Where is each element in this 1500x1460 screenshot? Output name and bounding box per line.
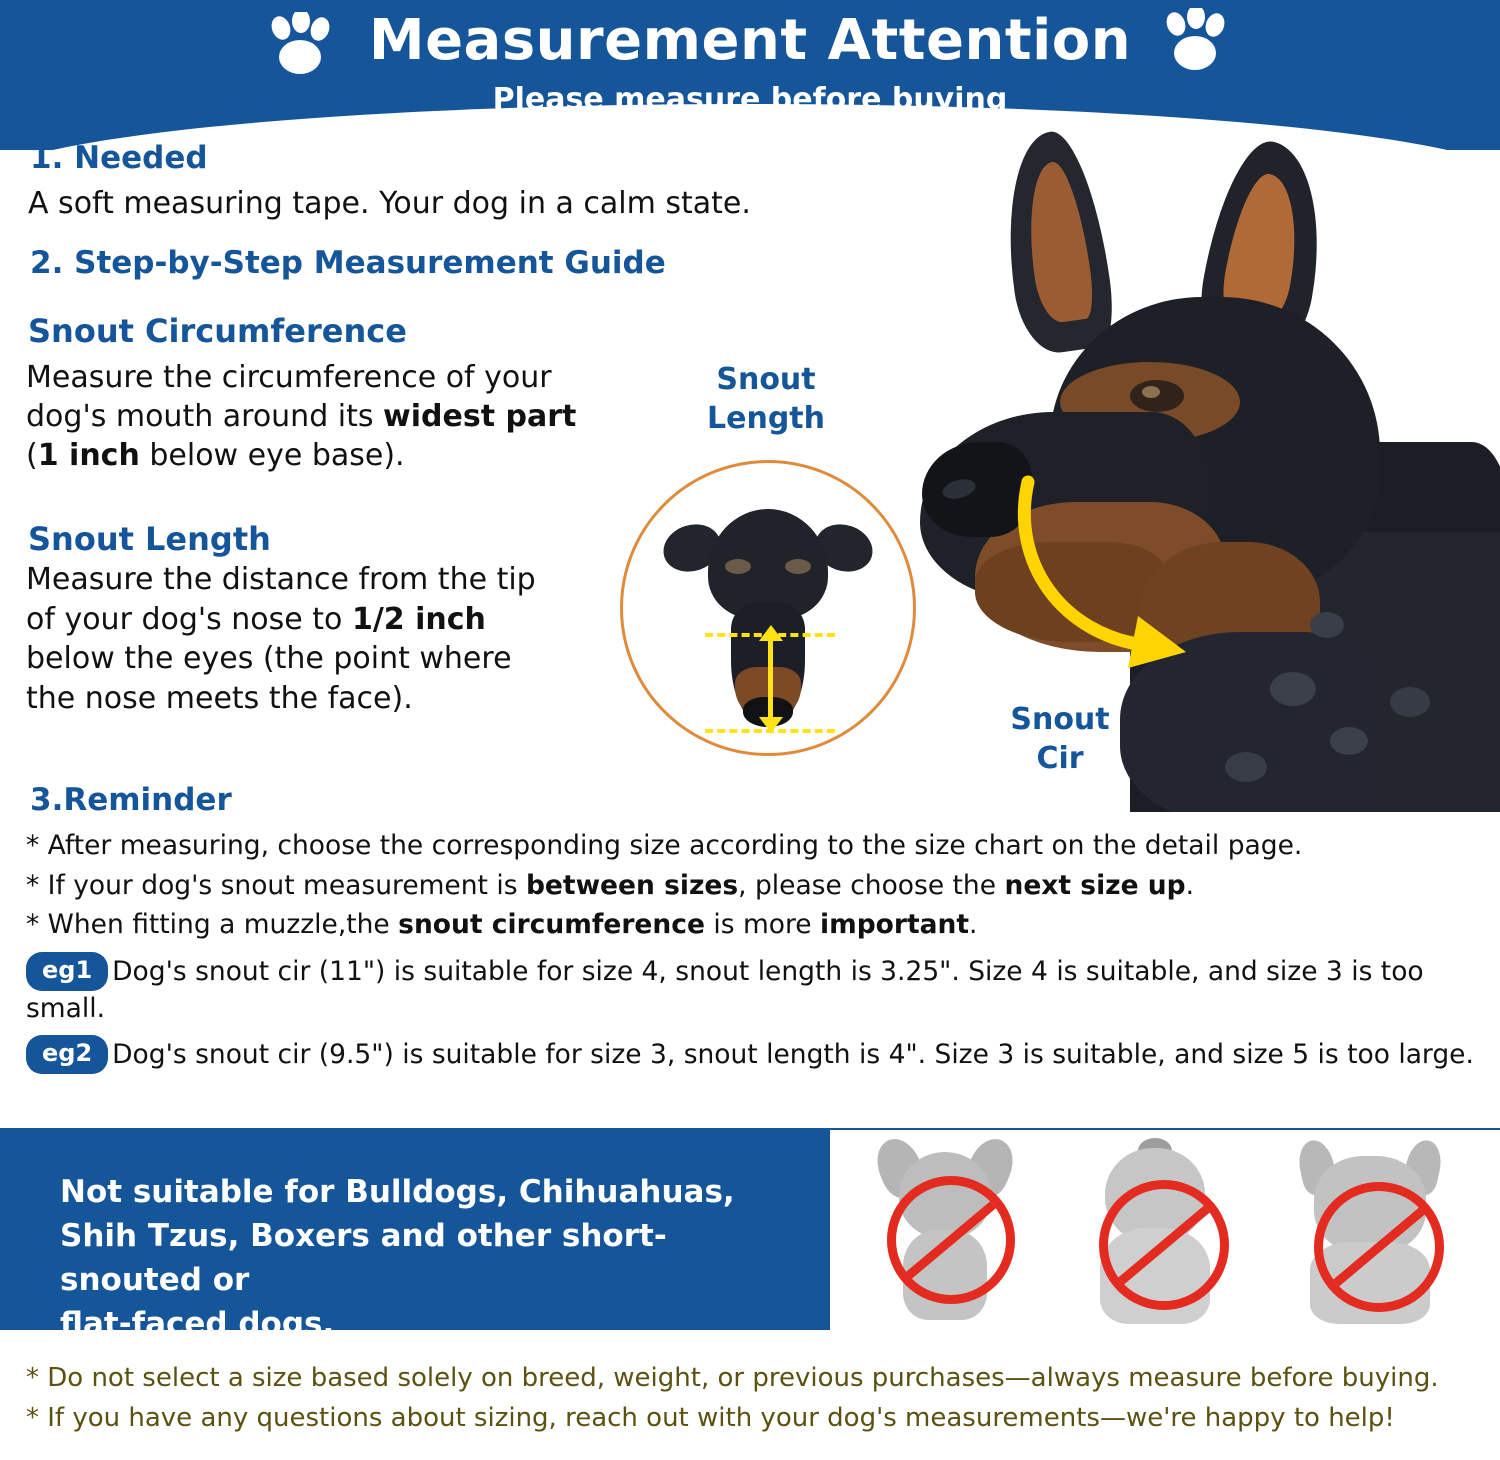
text-part: * If your dog's snout measurement is — [26, 869, 526, 901]
snout-length-label-line2: Length — [707, 401, 825, 436]
text-bold: between sizes — [525, 869, 739, 901]
not-suitable-line-1: Not suitable for Bulldogs, Chihuahuas, — [60, 1174, 735, 1210]
reminder-line-2 — [26, 868, 1476, 905]
text-part: Measure the distance from the tip of your dog's nose to — [26, 562, 536, 637]
text-bold: important — [820, 909, 970, 941]
footer-line-1: * Do not select a size based solely on breed, weight, or previous purchases—always measure before buying. — [26, 1363, 1439, 1393]
text-bold: next size up — [1004, 869, 1186, 901]
french-bulldog-photo — [1270, 1138, 1470, 1322]
not-suitable-text — [60, 1170, 800, 1346]
section-reminder-title: 3.Reminder — [30, 782, 232, 818]
snout-cir-label — [960, 700, 1160, 778]
snout-circumference-body — [26, 358, 606, 475]
not-suitable-line-3: flat-faced dogs. — [60, 1306, 335, 1343]
section-guide-title: 2. Step-by-Step Measurement Guide — [30, 245, 666, 281]
chihuahua-photo — [845, 1138, 1045, 1322]
text-bold: 1 inch — [37, 438, 140, 473]
page-subtitle: Please measure before buying — [492, 82, 1008, 117]
text-bold: widest part — [383, 399, 577, 434]
shih-tzu-photo — [1055, 1138, 1255, 1322]
reminder-line-1: * After measuring, choose the corresponding size according to the size chart on the detail page. — [26, 830, 1303, 861]
page-title: Measurement Attention — [368, 8, 1132, 73]
arrow-down-icon — [759, 717, 783, 733]
reminder-list — [26, 828, 1476, 1077]
footer-line-2: * If you have any questions about sizing, reach out with your dog's measurements—we're happy to help! — [26, 1402, 1395, 1433]
text-bold: 1/2 inch — [351, 601, 486, 637]
reminder-line-3 — [26, 907, 1476, 944]
eg1-badge: eg1 — [26, 952, 108, 991]
text-bold: snout circumference — [398, 909, 705, 941]
arrow-up-icon — [759, 625, 783, 641]
eg2-badge: eg2 — [26, 1035, 108, 1074]
text-part: below eye base). — [139, 438, 405, 473]
snout-circumference-title: Snout Circumference — [28, 312, 407, 350]
prohibited-breeds-photos — [830, 1130, 1500, 1330]
snout-length-body — [26, 560, 566, 718]
snout-length-label-line1: Snout — [716, 362, 816, 397]
snout-circumference-arrow — [1000, 440, 1250, 690]
footer-notes — [26, 1360, 1476, 1439]
snout-length-label — [636, 360, 896, 438]
snout-length-diagram — [620, 460, 916, 756]
text-part: Measure the circumference of your dog's mouth around its — [26, 360, 552, 434]
snout-cir-label-line2: Cir — [1036, 741, 1084, 776]
snout-cir-label-line1: Snout — [1010, 702, 1110, 737]
section-needed-title: 1. Needed — [30, 140, 208, 176]
snout-length-title: Snout Length — [28, 520, 271, 558]
measure-arrow-shaft — [768, 633, 773, 729]
eg2-text: Dog's snout cir (9.5") is suitable for size 3, snout length is 4". Size 3 is suitable, and size 5 is too large. — [112, 1039, 1474, 1071]
text-part: below the eyes (the point where the nose meets the face). — [26, 641, 512, 716]
text-part: . — [1185, 869, 1195, 901]
not-suitable-line-2: Shih Tzus, Boxers and other short-snouted or — [60, 1218, 667, 1299]
section-needed-body: A soft measuring tape. Your dog in a calm state. — [28, 186, 751, 221]
eg1-text: Dog's snout cir (11") is suitable for size 4, snout length is 3.25". Size 4 is suitable, and size 3 is too small. — [26, 955, 1424, 1024]
prohibited-icon — [887, 1176, 1015, 1304]
prohibited-icon — [1099, 1180, 1229, 1310]
text-part: ( — [26, 438, 38, 473]
example-2-row — [26, 1035, 1476, 1074]
prohibited-icon — [1314, 1182, 1444, 1312]
text-part: * When fitting a muzzle,the — [26, 909, 399, 941]
text-part: is more — [704, 909, 821, 941]
text-part: . — [969, 909, 978, 941]
text-part: , please choose the — [738, 869, 1005, 901]
example-1-row — [26, 952, 1476, 1028]
